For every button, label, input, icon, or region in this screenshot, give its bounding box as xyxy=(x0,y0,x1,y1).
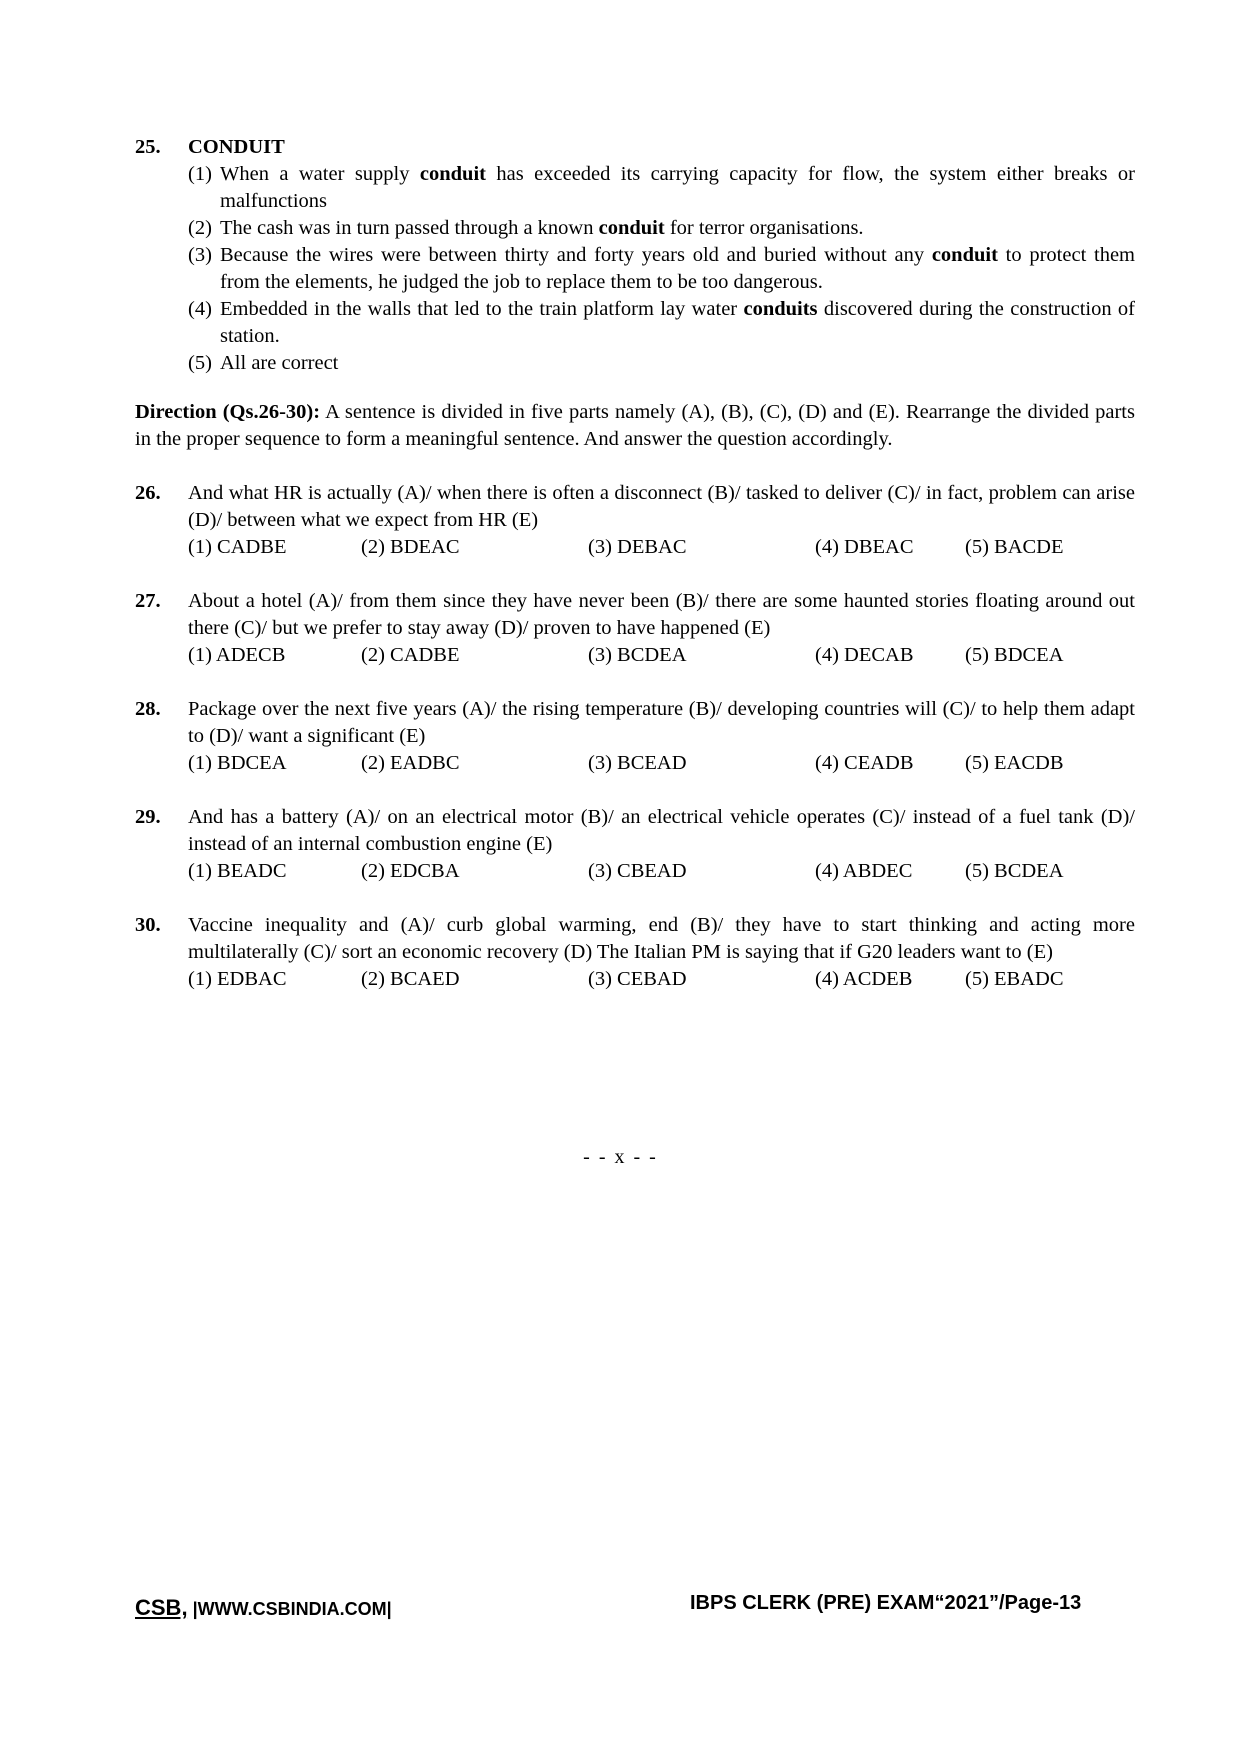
option-number: (2) xyxy=(188,217,212,239)
answer-option: (1) BDCEA xyxy=(188,752,287,774)
answer-option: (5) BACDE xyxy=(965,536,1064,558)
answer-option: (2) BDEAC xyxy=(361,536,460,558)
option-text: Embedded in the walls that led to the train platform lay water xyxy=(220,298,744,320)
question-27 xyxy=(135,588,1135,669)
option-text: has exceeded its carrying capacity for flow, the system either breaks or malfunctions xyxy=(220,163,1135,212)
answer-option: (3) BCDEA xyxy=(588,644,687,666)
question-26 xyxy=(135,480,1135,561)
answer-option: (5) BCDEA xyxy=(965,860,1064,882)
question-number: 28. xyxy=(135,698,161,720)
question-number: 26. xyxy=(135,482,161,504)
direction-block xyxy=(135,399,1135,453)
answer-options xyxy=(188,966,1135,993)
keyword: conduit xyxy=(419,163,486,185)
option-text: discovered during the construction of station. xyxy=(220,298,1135,347)
keyword: conduit xyxy=(598,217,665,239)
question-text: And what HR is actually (A)/ when there is often a disconnect (B)/ tasked to deliver (C)/ in fact, problem can arise (D)/ between what we expect from HR (E) xyxy=(188,482,1135,531)
keyword: conduits xyxy=(743,298,818,320)
answer-option: (3) BCEAD xyxy=(588,752,687,774)
answer-option: (5) EACDB xyxy=(965,752,1064,774)
option-number: (5) xyxy=(188,352,212,374)
question-text: Vaccine inequality and (A)/ curb global warming, end (B)/ they have to start thinking and acting more multilaterally (C)/ sort an economic recovery (D) The Italian PM is saying that if G20 leaders want to (E) xyxy=(188,914,1135,963)
answer-option: (3) CEBAD xyxy=(588,968,687,990)
answer-option: (5) BDCEA xyxy=(965,644,1064,666)
option-statement-1 xyxy=(188,161,1135,215)
answer-option: (3) CBEAD xyxy=(588,860,687,882)
answer-option: (2) EADBC xyxy=(361,752,460,774)
answer-option: (5) EBADC xyxy=(965,968,1064,990)
answer-options xyxy=(188,750,1135,777)
answer-options xyxy=(188,534,1135,561)
option-statement-5 xyxy=(188,350,1135,377)
question-number: 29. xyxy=(135,806,161,828)
option-text: Because the wires were between thirty and forty years old and buried without any xyxy=(220,244,932,266)
option-text: to protect them from the elements, he judged the job to replace them to be too dangerous. xyxy=(220,244,1135,293)
website-link: |WWW.CSBINDIA.COM| xyxy=(187,1599,392,1619)
answer-option: (4) CEADB xyxy=(815,752,914,774)
question-30 xyxy=(135,912,1135,993)
direction-label: Direction (Qs.26-30): xyxy=(135,401,321,423)
footer-brand xyxy=(135,1594,392,1623)
direction-text: A sentence is divided in five parts namely (A), (B), (C), (D) and (E). Rearrange the divided parts in the proper sequence to form a meaningful sentence. And answer the question accordingly. xyxy=(135,401,1135,450)
answer-option: (4) DBEAC xyxy=(815,536,914,558)
brand-logo: CSB, xyxy=(135,1595,188,1620)
question-number: 25. xyxy=(135,136,161,158)
answer-options xyxy=(188,642,1135,669)
question-title: CONDUIT xyxy=(188,136,285,158)
page-footer-exam: IBPS CLERK (PRE) EXAM“2021”/Page-13 xyxy=(690,1592,1082,1614)
option-text: for terror organisations. xyxy=(664,217,864,239)
answer-option: (1) BEADC xyxy=(188,860,287,882)
option-statement-4 xyxy=(188,296,1135,350)
answer-option: (4) ABDEC xyxy=(815,860,913,882)
option-statement-2 xyxy=(188,215,1135,242)
option-text: When a water supply xyxy=(220,163,420,185)
question-text: Package over the next five years (A)/ the rising temperature (B)/ developing countries will (C)/ to help them adapt to (D)/ want a significant (E) xyxy=(188,698,1135,747)
answer-option: (3) DEBAC xyxy=(588,536,687,558)
question-text: About a hotel (A)/ from them since they have never been (B)/ there are some haunted stories floating around out there (C)/ but we prefer to stay away (D)/ proven to have happened (E) xyxy=(188,590,1135,639)
answer-options xyxy=(188,858,1135,885)
question-number: 27. xyxy=(135,590,161,612)
option-number: (4) xyxy=(188,298,212,320)
option-text: All are correct xyxy=(220,352,339,374)
question-28 xyxy=(135,696,1135,777)
answer-option: (4) DECAB xyxy=(815,644,914,666)
answer-option: (4) ACDEB xyxy=(815,968,913,990)
question-25 xyxy=(135,134,1135,377)
answer-option: (2) BCAED xyxy=(361,968,460,990)
option-text: The cash was in turn passed through a known xyxy=(220,217,599,239)
answer-option: (1) EDBAC xyxy=(188,968,287,990)
option-statement-3 xyxy=(188,242,1135,296)
answer-option: (2) EDCBA xyxy=(361,860,460,882)
option-number: (1) xyxy=(188,163,212,185)
page-content xyxy=(135,134,1135,993)
end-mark: - - x - - xyxy=(583,1146,658,1168)
question-text: And has a battery (A)/ on an electrical motor (B)/ an electrical vehicle operates (C)/ instead of a fuel tank (D)/ instead of an internal combustion engine (E) xyxy=(188,806,1135,855)
keyword: conduit xyxy=(931,244,998,266)
answer-option: (2) CADBE xyxy=(361,644,460,666)
answer-option: (1) ADECB xyxy=(188,644,286,666)
question-29 xyxy=(135,804,1135,885)
option-number: (3) xyxy=(188,244,212,266)
answer-option: (1) CADBE xyxy=(188,536,287,558)
question-number: 30. xyxy=(135,914,161,936)
